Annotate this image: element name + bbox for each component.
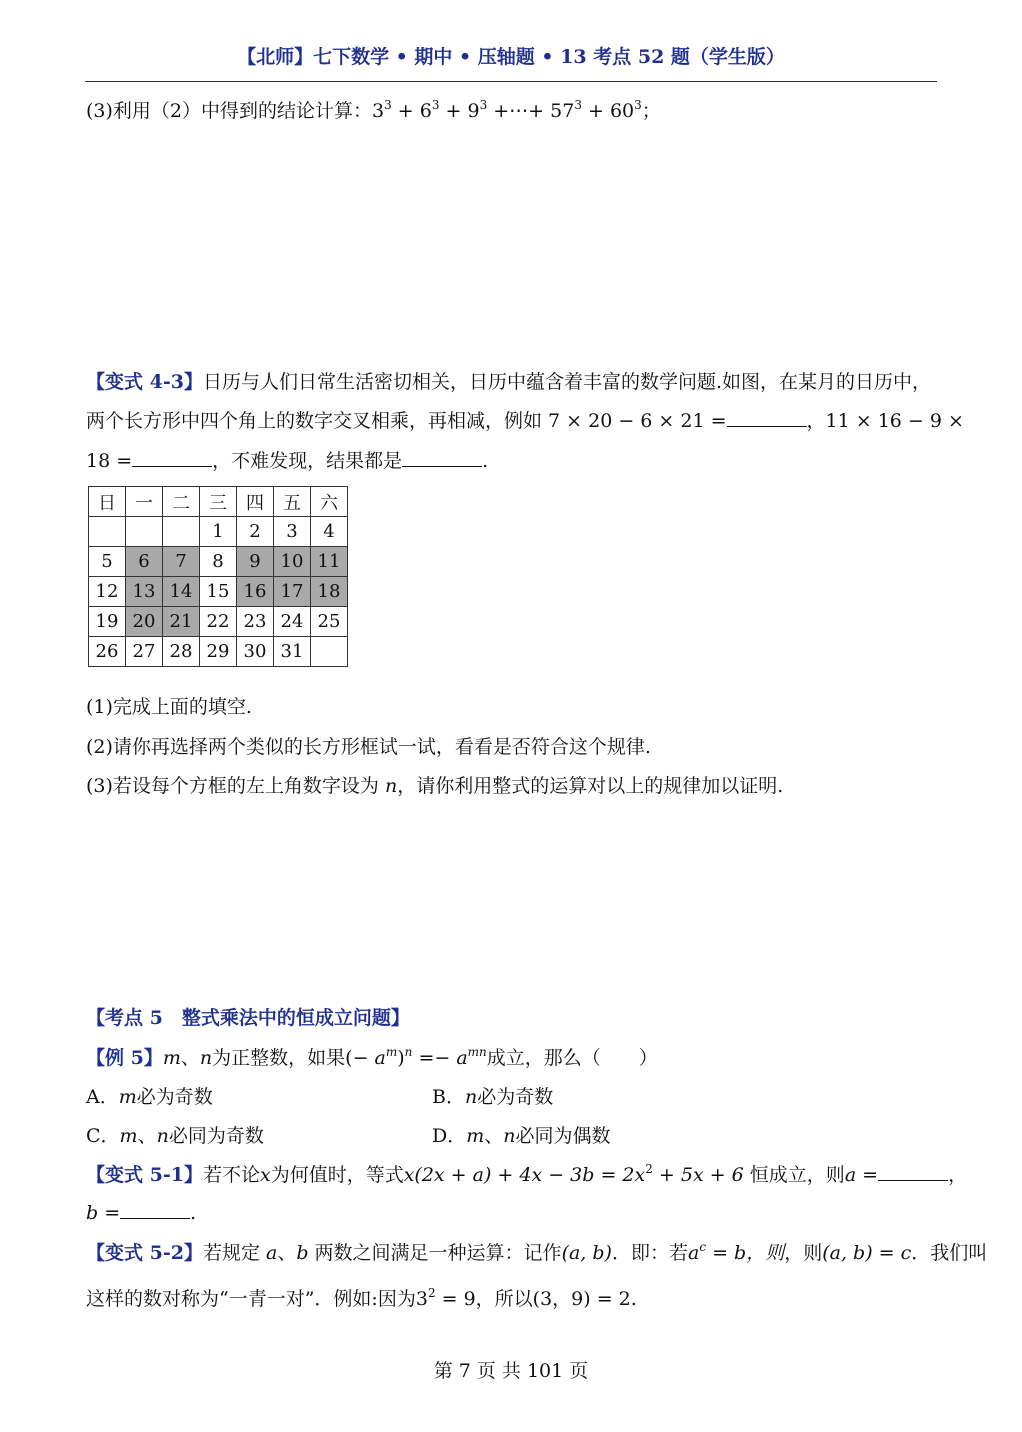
- calendar-cell: 15: [200, 577, 237, 607]
- var-x: x: [259, 1164, 271, 1186]
- option-text: 必为奇数: [477, 1086, 554, 1108]
- base-3: 3: [415, 1288, 428, 1310]
- page-header: 【北师】七下数学 • 期中 • 压轴题 • 13 考点 52 题（学生版）: [237, 46, 785, 68]
- calendar-cell-shaded: 20: [126, 607, 163, 637]
- var-a: a: [844, 1164, 857, 1186]
- var-b: b: [86, 1202, 99, 1224]
- var-n: n: [464, 1086, 478, 1108]
- option-c[interactable]: [86, 1121, 264, 1148]
- v43-text1: 日历与人们日常生活密切相关，日历中蕴含着丰富的数学问题.如图，在某月的日历中，: [202, 371, 931, 393]
- v52-text1e: ．我们叫: [911, 1242, 988, 1264]
- calendar-row: [89, 547, 348, 577]
- term-base: 57: [550, 100, 575, 122]
- calendar-cell: 28: [163, 637, 200, 667]
- calendar-cell: 1: [200, 517, 237, 547]
- calendar-cell-shaded: 14: [163, 577, 200, 607]
- exp-2: 2: [645, 1162, 653, 1176]
- punct: .: [190, 1202, 197, 1224]
- kp5-title: 【考点 5 整式乘法中的恒成立问题】: [86, 1007, 410, 1029]
- term-base: 3: [372, 100, 385, 122]
- calendar-cell: 3: [274, 517, 311, 547]
- calendar-cell-shaded: 11: [311, 547, 348, 577]
- calendar-cell-shaded: 13: [126, 577, 163, 607]
- exp-m: m: [385, 1045, 398, 1059]
- plus: +: [391, 100, 420, 122]
- calendar-cell: 27: [126, 637, 163, 667]
- pair-notation: (a, b): [561, 1242, 612, 1264]
- var-n: n: [503, 1125, 516, 1147]
- v43-q1: (1)完成上面的填空.: [86, 696, 252, 718]
- v51-tag: 【变式 5-1】: [86, 1164, 203, 1186]
- option-text: 必为奇数: [136, 1086, 213, 1108]
- v52-line1: [86, 1238, 987, 1265]
- plus: +: [439, 100, 468, 122]
- calendar-cell: 29: [200, 637, 237, 667]
- calendar-cell-shaded: 21: [163, 607, 200, 637]
- calendar-cell-shaded: 9: [237, 547, 274, 577]
- answer-blank-1[interactable]: [727, 408, 807, 427]
- calendar-cell-shaded: 18: [311, 577, 348, 607]
- plus: +: [581, 100, 610, 122]
- v43-text2: 两个长方形中四个角上的数字交叉相乘，再相减，例如 7 × 20 − 6 × 21 =: [86, 410, 727, 432]
- var-m: m: [118, 1086, 137, 1108]
- v43-q3: [86, 771, 783, 798]
- v51-line2: [86, 1200, 196, 1224]
- calendar-header: 二: [163, 487, 200, 517]
- term-exp: 3: [634, 98, 642, 112]
- v52-text1b: 两数之间满足一种运算：记作: [308, 1242, 562, 1264]
- term-base: 6: [419, 100, 432, 122]
- var-n: n: [156, 1125, 169, 1147]
- v51-text2: 为何值时，等式: [270, 1164, 404, 1186]
- calendar-cell: 12: [89, 577, 126, 607]
- term-exp: 3: [384, 98, 392, 112]
- option-letter: B．: [432, 1086, 465, 1108]
- sep: 、: [137, 1125, 157, 1147]
- var-a: a: [687, 1242, 700, 1264]
- calendar-cell: 23: [237, 607, 274, 637]
- v43-q3-text-b: ，请你利用整式的运算对以上的规律加以证明.: [397, 775, 784, 797]
- calendar-row: [89, 517, 348, 547]
- v43-tag: 【变式 4-3】: [86, 371, 203, 393]
- header-divider: [85, 81, 937, 82]
- pair-example: (3，9) = 2: [532, 1288, 631, 1310]
- calendar-cell-shaded: 17: [274, 577, 311, 607]
- v51-expression-tail: + 5x + 6: [652, 1164, 744, 1186]
- option-a[interactable]: [86, 1082, 213, 1109]
- calendar-cell: 8: [200, 547, 237, 577]
- ex5-tag: 【例 5】: [86, 1047, 163, 1069]
- calendar-header: 五: [274, 487, 311, 517]
- v43-q3-text-a: (3)若设每个方框的左上角数字设为: [86, 775, 385, 797]
- sep: 、: [277, 1242, 297, 1264]
- term-exp: 3: [574, 98, 582, 112]
- v51-expression: x(2x + a) + 4x − 3b = 2x: [403, 1164, 646, 1186]
- v43-line1: [86, 367, 931, 394]
- calendar-cell: 5: [89, 547, 126, 577]
- punct: ，: [948, 1164, 968, 1186]
- calendar-cell: 22: [200, 607, 237, 637]
- answer-blank-3[interactable]: [402, 448, 482, 467]
- punct: .: [630, 1288, 637, 1310]
- prev-q3-text: (3)利用（2）中得到的结论计算：: [86, 100, 373, 122]
- equals: =: [98, 1202, 121, 1224]
- equals: =−: [412, 1047, 457, 1069]
- var-m: m: [162, 1047, 181, 1069]
- option-d[interactable]: [432, 1121, 611, 1148]
- v52-text1a: 若规定: [202, 1242, 266, 1264]
- term-base: 60: [609, 100, 635, 122]
- var-n: n: [384, 775, 398, 797]
- v43-line3: [86, 446, 488, 473]
- exp-n: n: [404, 1045, 413, 1059]
- answer-blank-b[interactable]: [120, 1200, 190, 1219]
- calendar-cell: [163, 517, 200, 547]
- v51-text3: 恒成立，则: [743, 1164, 845, 1186]
- calendar-header: 日: [89, 487, 126, 517]
- calendar-cell: [89, 517, 126, 547]
- prev-question-3: [86, 96, 661, 123]
- option-letter: A．: [86, 1086, 119, 1108]
- var-a: a: [456, 1047, 468, 1069]
- calendar-cell: 30: [237, 637, 274, 667]
- calendar-header-row: [89, 487, 348, 517]
- v43-line2: [86, 406, 964, 433]
- sep: 、: [484, 1125, 504, 1147]
- var-m: m: [119, 1125, 138, 1147]
- ex5-text2: 成立，那么（ ）: [486, 1047, 658, 1069]
- var-a: a: [374, 1047, 386, 1069]
- var-b: b: [296, 1242, 309, 1264]
- calendar-row: [89, 607, 348, 637]
- exp-c: c: [699, 1240, 707, 1254]
- v52-then: ，则: [784, 1242, 823, 1264]
- term-base: 9: [467, 100, 480, 122]
- calendar-cell: 19: [89, 607, 126, 637]
- calendar-table: [88, 486, 348, 667]
- v52-text2a: 这样的数对称为“一青一对”．例如:因为: [86, 1288, 416, 1310]
- punct: ；: [641, 100, 661, 122]
- var-m: m: [466, 1125, 485, 1147]
- calendar-cell: [311, 637, 348, 667]
- calendar-cell: 4: [311, 517, 348, 547]
- paren-close: ): [397, 1047, 405, 1069]
- sep: 、: [180, 1047, 200, 1069]
- calendar-cell-shaded: 6: [126, 547, 163, 577]
- option-text: 必同为奇数: [168, 1125, 264, 1147]
- v52-tag: 【变式 5-2】: [86, 1242, 203, 1264]
- equals: =: [856, 1164, 879, 1186]
- calendar-header: 一: [126, 487, 163, 517]
- v43-q2: (2)请你再选择两个类似的长方形框试一试，看看是否符合这个规律.: [86, 736, 651, 758]
- answer-blank-2[interactable]: [132, 448, 212, 467]
- v52-text2b: = 9，所以: [435, 1288, 533, 1310]
- v52-text1c: ．即：若: [611, 1242, 688, 1264]
- page-footer: 第 7 页 共 101 页: [433, 1360, 589, 1382]
- calendar-cell-shaded: 7: [163, 547, 200, 577]
- option-letter: C．: [86, 1125, 120, 1147]
- exp-2: 2: [427, 1286, 436, 1300]
- option-b[interactable]: [432, 1082, 553, 1109]
- option-text: 必同为偶数: [515, 1125, 611, 1147]
- v52-line2: [86, 1284, 637, 1311]
- pair-eq-c: (a, b) = c: [822, 1242, 912, 1264]
- var-a: a: [266, 1242, 278, 1264]
- v52-eq-b: = b，则: [706, 1242, 785, 1264]
- calendar-cell-shaded: 16: [237, 577, 274, 607]
- ex5-stem: [86, 1043, 658, 1070]
- exp-mn: mn: [467, 1045, 487, 1059]
- calendar-row: [89, 637, 348, 667]
- calendar-cell: 26: [89, 637, 126, 667]
- calendar-row: [89, 577, 348, 607]
- calendar-cell: [126, 517, 163, 547]
- v51-text1: 若不论: [202, 1164, 260, 1186]
- calendar-cell: 31: [274, 637, 311, 667]
- calendar-cell: 25: [311, 607, 348, 637]
- ex5-text1: 为正整数，如果: [212, 1047, 346, 1069]
- var-n: n: [199, 1047, 213, 1069]
- calendar-cell: 2: [237, 517, 274, 547]
- ellipsis: +⋯+: [487, 100, 551, 122]
- term-exp: 3: [479, 98, 488, 112]
- paren-open: (−: [345, 1047, 375, 1069]
- calendar-header: 四: [237, 487, 274, 517]
- calendar-cell-shaded: 10: [274, 547, 311, 577]
- calendar-header: 六: [311, 487, 348, 517]
- v43-text3c: .: [482, 450, 489, 472]
- calendar-header: 三: [200, 487, 237, 517]
- calendar-cell: 24: [274, 607, 311, 637]
- v51-line1: [86, 1160, 967, 1187]
- term-exp: 3: [431, 98, 440, 112]
- v43-text3a: 18 =: [86, 450, 133, 472]
- answer-blank-a[interactable]: [878, 1162, 948, 1181]
- v43-text3b: ，不难发现，结果都是: [212, 450, 403, 472]
- v43-text2b: ，11 × 16 − 9 ×: [806, 410, 964, 432]
- option-letter: D．: [432, 1125, 467, 1147]
